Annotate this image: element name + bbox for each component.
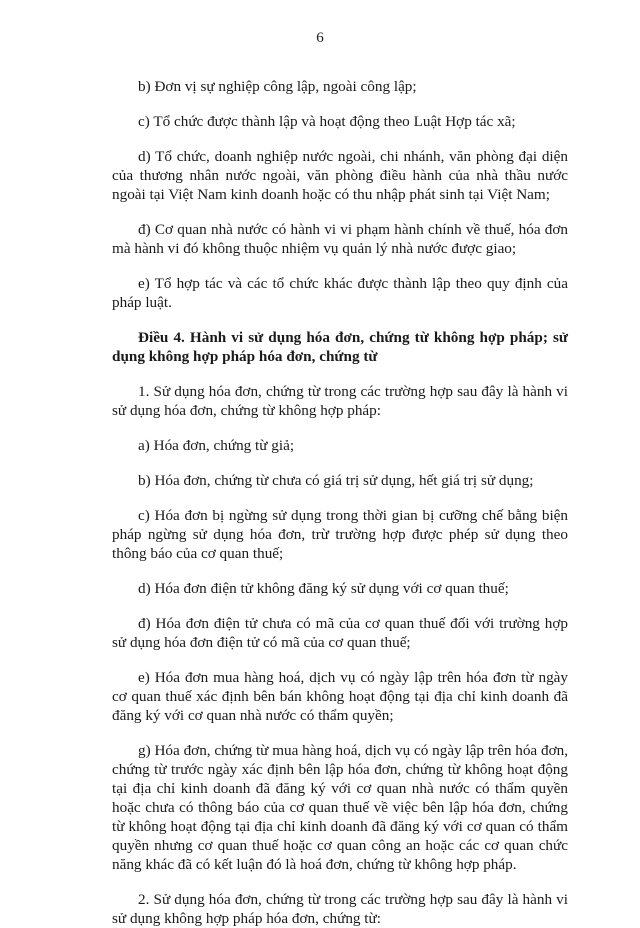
clause-1-d: d) Hóa đơn điện tử không đăng ký sử dụng với cơ quan thuế;	[138, 580, 509, 597]
clause-1-c: c) Hóa đơn bị ngừng sử dụng trong thời gian bị cưỡng chế bằng biện pháp ngừng sử dụng hóa đơn, trừ trường hợp được phép sử dụng theo thông báo của cơ quan thuế;	[112, 507, 568, 562]
clause-1-a: a) Hóa đơn, chứng từ giả;	[138, 437, 295, 454]
clause-1-b: b) Hóa đơn, chứng từ chưa có giá trị sử dụng, hết giá trị sử dụng;	[138, 472, 534, 489]
paragraph-b-public-units: b) Đơn vị sự nghiệp công lập, ngoài công lập;	[138, 78, 417, 95]
clause-1-g: g) Hóa đơn, chứng từ mua hàng hoá, dịch vụ có ngày lập trên hóa đơn, chứng từ trước ngày xác định bên lập hóa đơn, chứng từ không hoạt động tại địa chỉ kinh doanh đã đăng ký với cơ quan nhà nước có thẩm quyền hoặc chưa có thông báo của cơ quan thuế về việc bên lập hóa đơn, chứng từ không hoạt động tại địa chỉ kinh doanh đã đăng ký với cơ quan có thẩm quyền nhưng cơ quan thuế hoặc cơ quan công an hoặc các cơ quan chức năng khác đã có kết luận đó là hoá đơn, chứng từ không hợp pháp.	[112, 742, 568, 873]
clause-1-intro: 1. Sử dụng hóa đơn, chứng từ trong các trường hợp sau đây là hành vi sử dụng hóa đơn, chứng từ không hợp pháp:	[112, 383, 568, 419]
paragraph-e-other-orgs: e) Tổ hợp tác và các tổ chức khác được thành lập theo quy định của pháp luật.	[112, 275, 568, 311]
paragraph-dd-state-agencies: đ) Cơ quan nhà nước có hành vi vi phạm hành chính về thuế, hóa đơn mà hành vi đó không thuộc nhiệm vụ quản lý nhà nước được giao;	[112, 221, 568, 257]
clause-1-e: e) Hóa đơn mua hàng hoá, dịch vụ có ngày lập trên hóa đơn từ ngày cơ quan thuế xác định bên bán không hoạt động tại địa chỉ kinh doanh đã đăng ký với cơ quan nhà nước có thẩm quyền;	[112, 669, 568, 724]
paragraph-c-cooperatives: c) Tổ chức được thành lập và hoạt động theo Luật Hợp tác xã;	[138, 113, 516, 130]
page-number: 6	[316, 30, 324, 46]
clause-1-dd: đ) Hóa đơn điện tử chưa có mã của cơ quan thuế đối với trường hợp sử dụng hóa đơn điện tử có mã của cơ quan thuế;	[112, 615, 568, 651]
paragraph-d-foreign-orgs: d) Tổ chức, doanh nghiệp nước ngoài, chi nhánh, văn phòng đại diện của thương nhân nước ngoài, văn phòng điều hành của nhà thầu nước ngoài tại Việt Nam kinh doanh hoặc có thu nhập phát sinh tại Việt Nam;	[112, 148, 568, 203]
clause-2-intro: 2. Sử dụng hóa đơn, chứng từ trong các trường hợp sau đây là hành vi sử dụng không hợp pháp hóa đơn, chứng từ:	[112, 891, 568, 927]
article-4-heading: Điều 4. Hành vi sử dụng hóa đơn, chứng từ không hợp pháp; sử dụng không hợp pháp hóa đơn, chứng từ	[112, 329, 568, 365]
